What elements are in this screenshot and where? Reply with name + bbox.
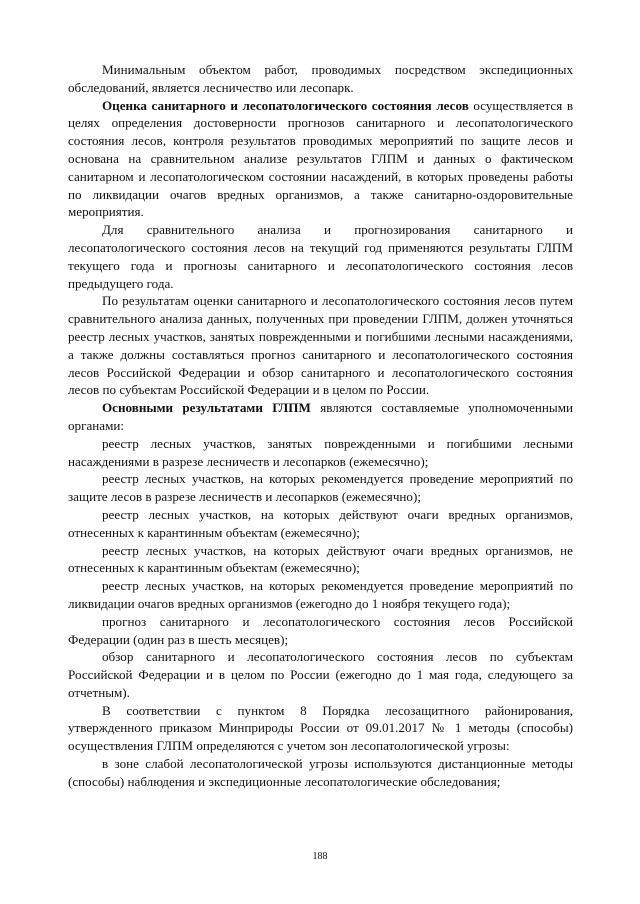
- list-item-7-text: обзор санитарного и лесопатологического состояния лесов по субъектам Российской Федерации и в целом по России (ежегодно до 1 мая года, следующего за отчетным).: [68, 649, 573, 700]
- list-item-1-text: реестр лесных участков, занятых поврежденными и погибшими лесными насаждениями в разрезе лесничеств и лесопарков (ежемесячно);: [68, 435, 573, 469]
- page-number: 188: [312, 851, 328, 862]
- paragraph-2: [68, 97, 573, 222]
- list-item-2: [68, 470, 573, 506]
- list-item-5-text: реестр лесных участков, на которых рекомендуется проведение мероприятий по ликвидации очагов вредных организмов (ежегодно до 1 ноября текущего года);: [68, 578, 573, 611]
- list-item-2-text: реестр лесных участков, на которых рекомендуется проведение мероприятий по защите лесов в разрезе лесничеств и лесопарков (ежемесячно);: [68, 471, 573, 505]
- paragraph-7-text: в зоне слабой лесопатологической угрозы используются дистанционные методы (способы) наблюдения и экспедиционные лесопатологические обследования;: [68, 756, 573, 789]
- document-body: [68, 61, 573, 791]
- paragraph-5-bold: Основными результатами ГЛПМ: [102, 400, 311, 416]
- paragraph-4: [68, 292, 573, 399]
- paragraph-3-text: Для сравнительного анализа и прогнозирования санитарного и лесопатологического состояния лесов на текущий год применяются результаты ГЛПМ текущего года и прогнозы санитарного и лесопатологического состояния лесов предыдущего года.: [68, 222, 573, 291]
- list-item-6: [68, 613, 573, 649]
- paragraph-3: [68, 221, 573, 292]
- paragraph-4-text: По результатам оценки санитарного и лесопатологического состояния лесов путем сравнительного анализа данных, полученных при проведении ГЛПМ, должен уточняться реестр лесных участков, занятых поврежденными и погибшими лесными насаждениями, а также должны составляться прогноз санитарного и лесопатологического состояния лесов Российской Федерации и обзор санитарного и лесопатологического состояния лесов по субъектам Российской Федерации и в целом по России.: [68, 293, 573, 398]
- list-item-3: [68, 506, 573, 542]
- paragraph-1-text: Минимальным объектом работ, проводимых посредством экспедиционных обследований, является лесничество или лесопарк.: [68, 62, 573, 95]
- list-item-5: [68, 577, 573, 613]
- list-item-1: [68, 435, 573, 471]
- paragraph-5-text: являются составляемые уполномоченными органами:: [68, 400, 573, 433]
- list-item-4: [68, 542, 573, 578]
- paragraph-6: [68, 702, 573, 755]
- paragraph-1: [68, 61, 573, 97]
- paragraph-6-text: В соответствии с пунктом 8 Порядка лесозащитного районирования, утвержденного приказом Минприроды России от 09.01.2017 № 1 методы (способы) осуществления ГЛПМ определяются с учетом зон лесопатологической угрозы:: [68, 702, 573, 754]
- list-item-6-text: прогноз санитарного и лесопатологического состояния лесов Российской Федерации (один раз в шесть месяцев);: [68, 613, 573, 647]
- list-item-4-text: реестр лесных участков, на которых действуют очаги вредных организмов, не отнесенных к карантинным объектам (ежемесячно);: [68, 542, 573, 576]
- list-item-7: [68, 648, 573, 701]
- paragraph-7: [68, 755, 573, 791]
- paragraph-5: [68, 399, 573, 435]
- paragraph-2-text: осуществляется в целях определения достоверности прогнозов санитарного и лесопатологического состояния лесов, контроля результатов проводимых мероприятий по защите лесов и основана на сравнительном анализе результатов ГЛПМ и данных о фактическом санитарном и лесопатологическом состоянии насаждений, в которых проведены работы по ликвидации очагов вредных организмов, а также санитарно-оздоровительные мероприятия.: [68, 97, 573, 220]
- list-item-3-text: реестр лесных участков, на которых действуют очаги вредных организмов, отнесенных к карантинным объектам (ежемесячно);: [68, 506, 573, 540]
- paragraph-2-bold: Оценка санитарного и лесопатологического состояния лесов: [102, 97, 469, 113]
